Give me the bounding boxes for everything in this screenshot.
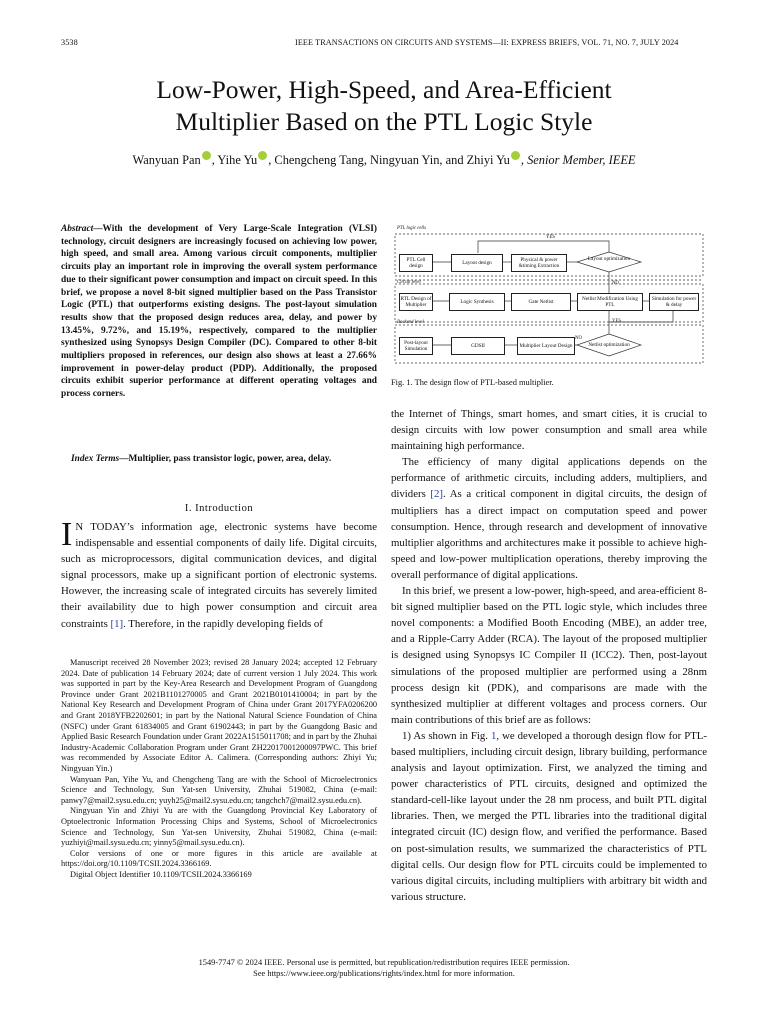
abstract-text: —With the development of Very Large-Scale Integration (VLSI) technology, circuit designers are increasingly focused on achieving low power, high speed, and small area. Among various circuit components, multiplier circuits play an important role in improving the overall system performance due to their significant power consumption and impact on circuit speed. In this brief, we propose a novel 8-bit signed multiplier based on the Pass Transistor Logic (PTL) that outperforms existing designs. The post-layout simulation results show that the proposed design reduces area, delay, and power by 13.45%, 9.72%, and 15.19%, respectively, compared to the multiplier synthesized using Synopsys Design Compiler (DC). Compared to other 8-bit multipliers proposed in references, our design also shows at least a 27.66% improvement in power-delay product (PDP). Additionally, the proposed circuits exhibit superior performance at different operating voltages and process corners. (61, 224, 377, 400)
paragraph: In this brief, we present a low-power, high-speed, and area-efficient 8-bit signed multiplier based on the PTL logic style, which includes three novel components: a Modified Booth Encoding (MBE), an adder tree, and a Ripple-Carry Adder (RCA). The layout of the proposed multiplier is designed using Synopsys IC Compiler II (ICC2). Then, post-layout simulations of the proposed multiplier are performed using a 28nm process design kit (PDK), and comparisons are made with the synthesized multiplier at different voltages and process corners. Our main contributions of this brief are as follows: (391, 585, 707, 726)
yes-label: YES (546, 235, 556, 240)
orcid-icon[interactable] (258, 151, 267, 160)
decision-label: Layout optimization (587, 256, 631, 262)
right-column (391, 406, 707, 905)
paper-title (0, 74, 768, 138)
figure-link[interactable]: 1 (490, 729, 497, 742)
paragraph (391, 454, 707, 583)
level-label: PTL logic cells (397, 226, 426, 231)
paragraph (391, 728, 707, 905)
footnote: Ningyuan Yin and Zhiyi Yu are with the Guangdong Provincial Key Laboratory of Optoelectronic Information Processing Chips and Systems, School of Microelectronics Science and Technology, Sun Yat-sen University, Zhuhai 519082, China (e-mail: yuzhiyi@mail.sysu.edu.cn; yinny5@mail.sysu.edu.cn). (61, 806, 377, 848)
flow-box: Physical & power &timing Extraction (511, 254, 567, 272)
flow-box: Simulation for power & delay (649, 293, 699, 311)
orcid-icon[interactable] (202, 151, 211, 160)
orcid-icon[interactable] (511, 151, 520, 160)
copyright-line: See https://www.ieee.org/publications/rights/index.html for more information. (253, 969, 515, 978)
footnote: Digital Object Identifier 10.1109/TCSII.2024.3366169 (70, 869, 252, 879)
figure-caption: Fig. 1. The design flow of PTL-based multiplier. (391, 378, 554, 387)
author-list (0, 151, 768, 168)
flow-box: GDSII (451, 337, 505, 355)
footnote: Color versions of one or more figures in this article are available at https://doi.org/10.1109/TCSII.2024.3366169. (61, 848, 377, 869)
decision-label: Netlist optimization (588, 342, 630, 348)
citation-link[interactable]: [2] (430, 488, 444, 501)
flow-box: Layout design (451, 254, 503, 272)
drop-cap: I (61, 516, 73, 553)
paragraph-text: . As a critical component in digital circuits, the design of multipliers has a direct impact on computation speed and power consumption. Hence, through research and development of innovative multiplier algorithms and architectures make it possible to achieve high-speed and low-power multiplication operations, thereby improving the overall performance of digital applications. (391, 488, 708, 581)
level-label: Backend level (397, 320, 424, 325)
author-name: , Yihe Yu (211, 153, 258, 167)
author-suffix: , Senior Member, IEEE (520, 153, 636, 167)
copyright-line: 1549-7747 © 2024 IEEE. Personal use is permitted, but republication/redistribution requires IEEE permission. (198, 958, 570, 967)
paragraph: the Internet of Things, smart homes, and smart cities, it is crucial to design circuits with low power consumption and small area while maintaining high performance. (391, 408, 707, 453)
intro-paragraph (61, 516, 377, 632)
running-header: IEEE TRANSACTIONS ON CIRCUITS AND SYSTEMS—II: EXPRESS BRIEFS, VOL. 71, NO. 7, JULY 2024 (295, 38, 679, 47)
index-terms-label: Index Terms (71, 454, 120, 464)
index-terms (61, 453, 377, 466)
abstract (61, 223, 377, 401)
page-number: 3538 (61, 38, 78, 47)
flow-box: Netlist Modification Using PTL (577, 293, 643, 311)
flow-box: Gate Netlist (511, 293, 571, 311)
abstract-label: Abstract (61, 224, 94, 234)
no-label: NO (612, 281, 619, 286)
footnotes (61, 658, 377, 880)
paragraph-text: The efficiency of many digital applications depends on the performance of arithmetic circuits, including adders, multipliers, and dividers (391, 456, 707, 501)
section-heading: I. Introduction (184, 503, 254, 514)
footnote: Manuscript received 28 November 2023; revised 28 January 2024; accepted 12 February 2024. Date of publication 14 February 2024; date of current version 1 July 2024. This work was supported in part by the Key-Area Research and Development Program of Guangdong Province under Grant 2021B1101270005 and Grant 2021B0101410004; in part by the National Key Research and Development Program of China under Grant 2017YFA0206200 and Grant 2018YFB2202601; in part by the National Natural Science Foundation of China (NSFC) under Grant 61834005 and Grant 61902443; in part by the Guangdong Basic and Applied Basic Research Foundation under Grant 2022A1515011708; and in part by the Zhuhai Industry-Academic Collaboration Program under Grant ZH22017001200097PWC. This brief was recommended by Associate Editor A. Calimera. (Corresponding authors: Zhiyi Yu; Ningyuan Yin.) (61, 658, 377, 773)
index-terms-text: —Multiplier, pass transistor logic, power, area, delay. (119, 454, 332, 464)
no-label: NO (575, 336, 582, 341)
citation-link[interactable]: [1] (110, 617, 124, 630)
flow-box: RTL Design of Multiplier (399, 293, 433, 311)
flow-box: Post-layout Simulation (399, 337, 433, 355)
title-line-2: Multiplier Based on the PTL Logic Style (175, 107, 593, 136)
author-name: Wanyuan Pan (132, 153, 201, 167)
copyright-notice (0, 957, 768, 979)
flow-box: Multiplier Layout Design (517, 337, 575, 355)
title-line-1: Low-Power, High-Speed, and Area-Efficient (156, 75, 612, 104)
flow-box: PTL Cell design (399, 254, 433, 272)
paragraph-text: , we developed a thorough design flow for PTL-based multipliers, including circuit design, library building, performance analysis and layout optimization. First, we analyzed the timing and power characteristics of PTL circuits, designed and optimized the standard-cell-like layout under the 28 nm process, and built PTL digital libraries. Then, we merged the PTL libraries into the traditional digital integrated circuit (IC) design flow, and verified the performance. Based on post-simulation results, we summarized the characteristics of PTL digital cells. Our design flow for PTL circuits could be implemented to various digital circuits, including multipliers with arbitrary bit width and various structure. (391, 729, 708, 903)
paragraph-text: 1) As shown in Fig. (402, 729, 491, 742)
flow-box: Logic Synthesis (449, 293, 505, 311)
author-name: , Chengcheng Tang, Ningyuan Yin, and Zhiyi Yu (268, 153, 510, 167)
yes-label: YES (612, 319, 622, 324)
level-label: Circuit level (397, 280, 421, 285)
footnote: Wanyuan Pan, Yihe Yu, and Chengcheng Tang are with the School of Microelectronics Science and Technology, Sun Yat-sen University, Zhuhai 519082, China (e-mail: panwy7@mail2.sysu.edu.cn; yuyh25@mail2.sysu.edu.cn; tangchch7@mail2.sysu.edu.cn). (61, 774, 377, 805)
intro-text: N TODAY’s information age, electronic systems have become indispensable and essential components of daily life. Digital circuits, such as microprocessors, digital communication devices, and digital signal processors, make up a significant portion of electronic systems. However, the increasing scale of integrated circuits has severely limited their availability due to high power consumption and circuit area constraints (61, 521, 377, 630)
design-flow-figure (391, 226, 707, 366)
intro-tail: . Therefore, in the rapidly developing fields of (123, 617, 323, 630)
